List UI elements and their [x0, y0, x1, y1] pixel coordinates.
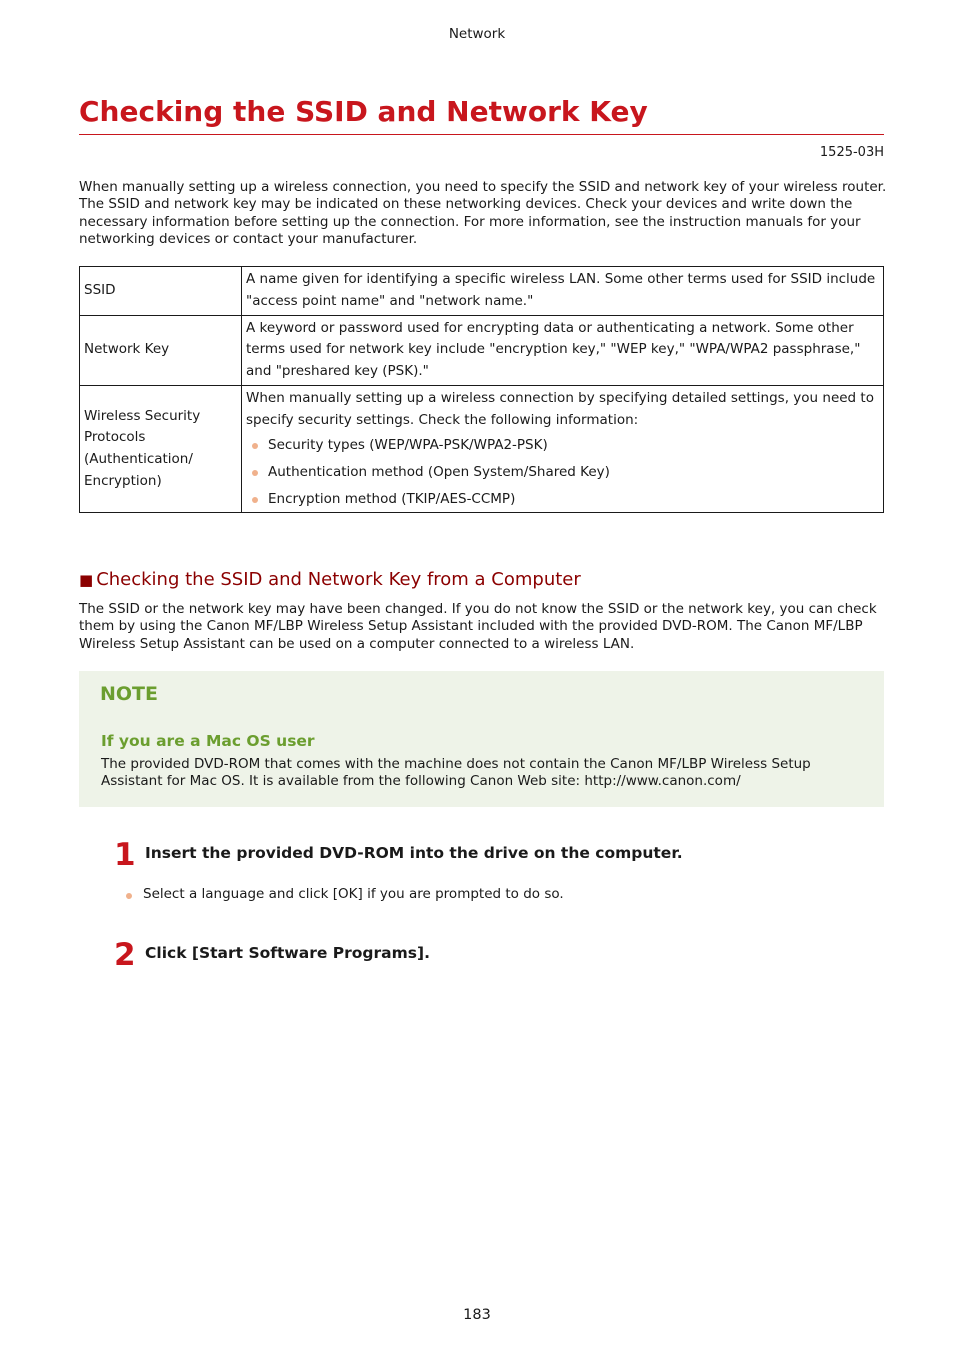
term-cell: Network Key — [80, 315, 242, 385]
step-text: Insert the provided DVD-ROM into the drive on the computer. — [145, 844, 683, 862]
running-header: Network — [448, 26, 506, 42]
step-number: 1 — [114, 837, 136, 873]
description-cell: A name given for identifying a specific wireless LAN. Some other terms used for SSID include "access point name" and "network name." — [242, 267, 884, 316]
bullet-icon — [252, 497, 258, 503]
security-info-list — [246, 435, 879, 511]
step-bullet-text: Select a language and click [OK] if you are prompted to do so. — [143, 886, 564, 902]
table-row — [80, 315, 884, 385]
section-paragraph: The SSID or the network key may have been changed. If you do not know the SSID or the network key, you can check them by using the Canon MF/LBP Wireless Setup Assistant included with the provided DVD-ROM. The Canon MF/LBP Wireless Setup Assistant can be used on a computer connected to a wireless LAN. — [79, 601, 877, 652]
page-title: Checking the SSID and Network Key — [79, 94, 884, 135]
description-cell: A keyword or password used for encrypting data or authenticating a network. Some other terms used for network key include "encryption key," "WEP key," "WPA/WPA2 passphrase," and "preshared key (PSK)." — [242, 315, 884, 385]
table-row — [80, 267, 884, 316]
document-id: 1525-03H — [819, 145, 884, 160]
term-cell: SSID — [80, 267, 242, 316]
intro-paragraph: When manually setting up a wireless connection, you need to specify the SSID and network key of your wireless router. The SSID and network key may be indicated on these networking devices. Check your devices and write down the necessary information before setting up the connection. For more information, see the instruction manuals for your networking devices or contact your manufacturer. — [79, 179, 887, 247]
description-cell — [242, 385, 884, 512]
list-item: Encryption method (TKIP/AES-CCMP) — [246, 489, 879, 511]
table-row — [80, 385, 884, 512]
definitions-table — [79, 266, 884, 513]
description-text: When manually setting up a wireless connection by specifying detailed settings, you need to specify security settings. Check the following information: — [246, 389, 874, 428]
bullet-icon — [126, 893, 132, 899]
note-label: NOTE — [100, 683, 158, 705]
section-heading — [79, 569, 581, 590]
bullet-icon — [252, 443, 258, 449]
bullet-icon — [252, 470, 258, 476]
step-number: 2 — [114, 937, 136, 973]
section-heading-text: Checking the SSID and Network Key from a Computer — [96, 569, 581, 590]
note-subheading: If you are a Mac OS user — [101, 732, 315, 750]
list-item: Security types (WEP/WPA-PSK/WPA2-PSK) — [246, 435, 879, 457]
list-item: Authentication method (Open System/Shared Key) — [246, 462, 879, 484]
page-number: 183 — [463, 1307, 491, 1323]
note-text: The provided DVD-ROM that comes with the machine does not contain the Canon MF/LBP Wireless Setup Assistant for Mac OS. It is available from the following Canon Web site: http://www.canon.com/ — [101, 756, 811, 790]
note-box — [79, 671, 884, 807]
step-text: Click [Start Software Programs]. — [145, 944, 430, 962]
step-bullet — [124, 886, 564, 902]
term-cell: Wireless Security Protocols (Authentication/ Encryption) — [80, 385, 242, 512]
square-marker-icon: ■ — [79, 571, 94, 589]
